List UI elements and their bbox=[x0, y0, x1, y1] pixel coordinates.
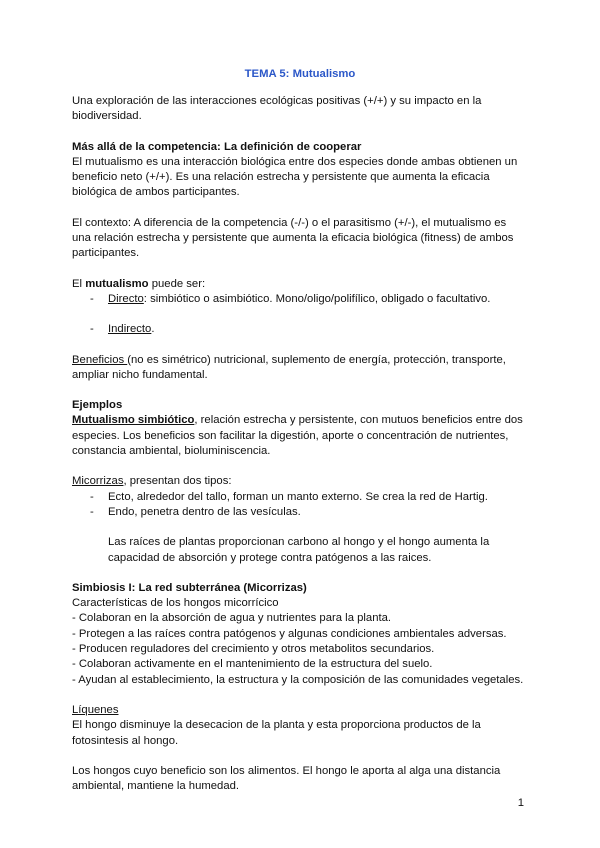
symbiotic-paragraph: Mutualismo simbiótico, relación estrecha y persistente, con mutuos beneficios entre dos especies. Los beneficios son facilitar la digestión, aporte o concentración de nutrientes, constancia ambiental, bioluminiscencia. bbox=[72, 414, 523, 458]
mutualism-term: mutualismo bbox=[85, 277, 149, 290]
section-heading-cooperate: Más allá de la competencia: La definición de cooperar bbox=[72, 140, 362, 153]
list-item-indirect: - Indirecto. bbox=[72, 322, 528, 337]
mycorrhizae-list bbox=[72, 490, 528, 521]
types-list-2 bbox=[72, 322, 528, 337]
document-title: TEMA 5: Mutualismo bbox=[244, 68, 356, 80]
list-item-endo: - Endo, penetra dentro de las vesículas. bbox=[72, 505, 528, 520]
intro-paragraph: Una exploración de las interacciones ecológicas positivas (+/+) y su impacto en la biodiversidad. bbox=[72, 95, 482, 123]
list-item: - Colaboran en la absorción de agua y nutrientes para la planta. bbox=[72, 612, 392, 625]
definition-paragraph: El mutualismo es una interacción biológica entre dos especies donde ambas obtienen un beneficio neto (+/+). Es una relación estrecha y persistente que aumenta la eficacia biológica de ambos participantes. bbox=[72, 155, 518, 199]
document-page bbox=[72, 60, 528, 794]
types-list bbox=[72, 292, 528, 307]
benefits-paragraph: Beneficios (no es simétrico) nutricional, suplemento de energía, protección, transporte, ampliar nicho fundamental. bbox=[72, 353, 506, 381]
characteristics-subtitle: Características de los hongos micorrícico bbox=[72, 597, 279, 610]
types-intro: El mutualismo puede ser: bbox=[72, 277, 206, 290]
list-item-direct: - Directo: simbiótico o asimbiótico. Mono/oligo/polifílico, obligado o facultativo. bbox=[72, 292, 528, 307]
list-item: - Protegen a las raíces contra patógenos y algunas condiciones ambientales adversas. bbox=[72, 627, 507, 640]
context-paragraph: El contexto: A diferencia de la competencia (-/-) o el parasitismo (+/-), el mutualismo es una relación estrecha y persistente que aumenta la eficacia biológica (fitness) de ambos participantes. bbox=[72, 216, 514, 260]
page-number: 1 bbox=[517, 797, 524, 809]
lichens-paragraph: El hongo disminuye la desecacion de la planta y esta proporciona productos de la fotosintesis al hongo. bbox=[72, 719, 481, 747]
section-heading-symbiosis: Simbiosis I: La red subterránea (Micorrizas) bbox=[72, 581, 307, 594]
fungi-paragraph: Los hongos cuyo beneficio son los alimentos. El hongo le aporta al alga una distancia ambiental, mantiene la humedad. bbox=[72, 764, 501, 793]
roots-paragraph: Las raíces de plantas proporcionan carbono al hongo y el hongo aumenta la capacidad de absorción y protege contra patógenos a las raices. bbox=[108, 536, 490, 564]
list-item: - Ayudan al establecimiento, la estructura y la composición de las comunidades vegetales. bbox=[72, 673, 524, 686]
list-item: - Colaboran activamente en el mantenimiento de la estructura del suelo. bbox=[72, 658, 433, 671]
examples-heading: Ejemplos bbox=[72, 399, 123, 412]
mycorrhizae-intro: Micorrizas, presentan dos tipos: bbox=[72, 475, 232, 488]
list-item-ecto: - Ecto, alrededor del tallo, forman un manto externo. Se crea la red de Hartig. bbox=[72, 490, 528, 505]
list-item: - Producen reguladores del crecimiento y otros metabolitos secundarios. bbox=[72, 643, 435, 656]
lichens-heading: Líquenes bbox=[72, 703, 119, 716]
